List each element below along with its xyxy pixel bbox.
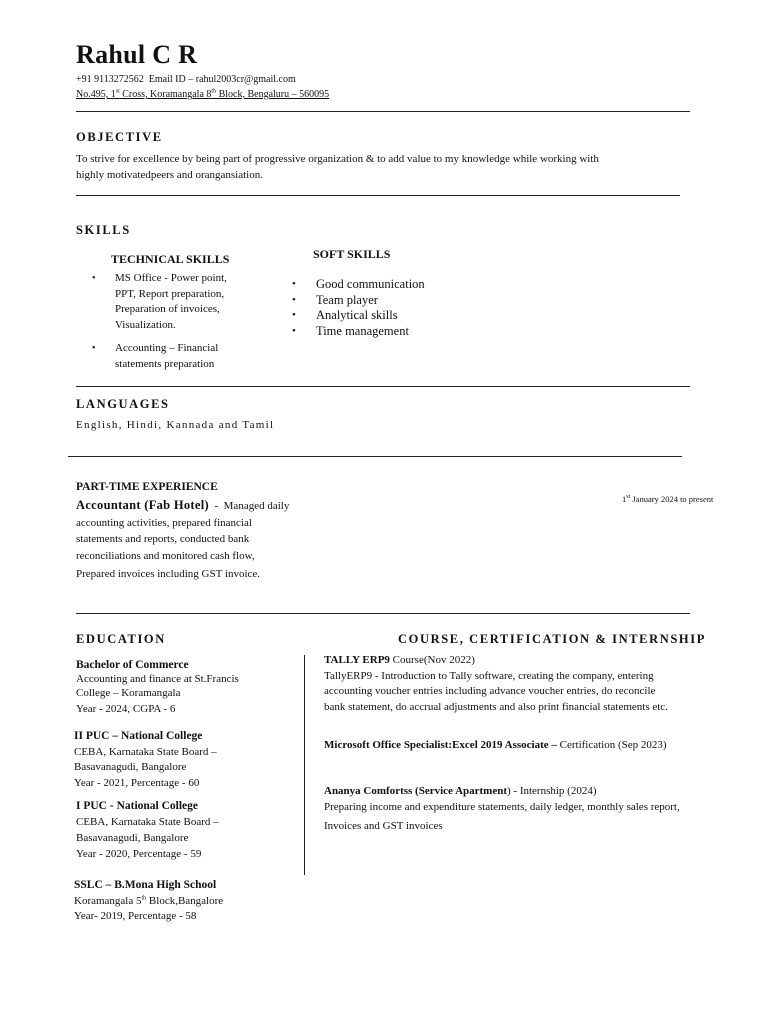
course-line: Preparing income and expenditure statements, daily ledger, monthly sales report, [324, 800, 680, 813]
email-label: Email ID – [148, 74, 194, 85]
languages-text: English, Hindi, Kannada and Tamil [76, 419, 275, 431]
list-item: • Team player [292, 293, 492, 309]
education-line-part: Block,Bangalore [146, 894, 224, 907]
course-suffix: Course(Nov 2022) [389, 654, 475, 666]
column-divider [304, 655, 305, 875]
education-item [74, 729, 294, 791]
divider [76, 195, 680, 196]
languages-heading: LANGUAGES [76, 397, 170, 411]
education-title: II PUC – National College [74, 730, 203, 742]
course-title-line [324, 784, 754, 800]
course-item [324, 738, 744, 754]
contact-block [76, 72, 329, 102]
phone: +91 9113272562 [76, 74, 144, 85]
technical-skills-list [92, 271, 282, 380]
address-part: Cross, Koramangala 8 [119, 89, 212, 100]
skill-line: Visualization. [115, 318, 176, 331]
date-sup: st [626, 494, 631, 501]
experience-line: reconciliations and monitored cash flow, [76, 549, 255, 562]
experience-date [622, 494, 713, 504]
experience-block [76, 497, 326, 583]
skill-line: statements preparation [115, 357, 215, 370]
skill-line: • MS Office - Power point, [115, 272, 227, 284]
divider [68, 456, 682, 457]
experience-heading: PART-TIME EXPERIENCE [76, 481, 218, 493]
experience-role: Accountant (Fab Hotel) [76, 498, 209, 512]
education-line-sup: th [141, 894, 147, 901]
education-line: Year - 2020, Percentage - 59 [76, 848, 202, 860]
address [76, 87, 329, 102]
education-heading: EDUCATION [76, 632, 166, 646]
education-line: Accounting and finance at St.Francis [76, 673, 239, 685]
education-title: Bachelor of Commerce [76, 659, 189, 671]
courses-heading: COURSE, CERTIFICATION & INTERNSHIP [398, 632, 706, 646]
soft-skills-heading: SOFT SKILLS [313, 247, 391, 261]
course-item [324, 653, 744, 715]
skill-line: PPT, Report preparation, [115, 287, 225, 300]
course-suffix: ) - Internship (2024) [507, 785, 597, 797]
address-sup: st [115, 88, 120, 95]
education-line [74, 894, 294, 910]
divider [76, 386, 690, 387]
course-title: Microsoft Office Specialist:Excel 2019 Associate – [324, 739, 557, 751]
skill-line: • Accounting – Financial [115, 342, 219, 354]
education-line: Basavanagudi, Bangalore [74, 761, 187, 773]
candidate-name: Rahul C R [76, 40, 198, 69]
experience-line: Prepared invoices including GST invoice. [76, 568, 261, 580]
date-part: 1 [622, 494, 627, 504]
objective-line: highly motivatedpeers and orangansiation. [76, 169, 263, 181]
education-title: I PUC - National College [76, 800, 199, 812]
education-line: College – Koramangala [76, 687, 181, 699]
education-line: CEBA, Karnataka State Board – [76, 816, 219, 828]
course-line: TallyERP9 - Introduction to Tally software, creating the company, entering [324, 669, 654, 682]
course-title: Ananya Comfortss (Service Apartment [324, 785, 507, 797]
address-sup: th [211, 88, 217, 95]
course-line: bank statement, do accrual adjustments and also print financial statements etc. [324, 700, 668, 713]
objective-line: To strive for excellence by being part of progressive organization & to add value to my knowledge while working with [76, 153, 599, 165]
list-item: • Time management [292, 324, 492, 340]
course-title: TALLY ERP9 [324, 654, 390, 666]
education-line: Year- 2019, Percentage - 58 [74, 910, 197, 922]
experience-line: Managed daily [223, 500, 290, 512]
education-item [76, 798, 296, 862]
date-part: January 2024 to present [630, 494, 714, 504]
education-line: CEBA, Karnataka State Board – [74, 745, 217, 758]
experience-line: statements and reports, conducted bank [76, 533, 250, 545]
experience-line: accounting activities, prepared financial [76, 516, 252, 529]
list-item [92, 341, 282, 372]
objective-heading: OBJECTIVE [76, 130, 163, 144]
course-line: accounting voucher entries including advance voucher entries, do reconcile [324, 685, 656, 697]
list-item [92, 271, 282, 333]
contact-line [76, 72, 329, 87]
objective-text [76, 151, 696, 183]
soft-skills-list [292, 277, 492, 339]
education-item [74, 878, 294, 925]
divider [76, 613, 690, 614]
skill-line: Preparation of invoices, [115, 303, 220, 315]
list-item: • Good communication [292, 277, 492, 293]
education-line: Basavanagudi, Bangalore [76, 832, 189, 844]
education-line: Year - 2021, Percentage - 60 [74, 776, 200, 789]
list-item: • Analytical skills [292, 308, 492, 324]
experience-separator: - [208, 500, 224, 512]
education-item [76, 658, 296, 716]
technical-skills-heading: TECHNICAL SKILLS [111, 252, 230, 266]
course-item [324, 784, 754, 835]
education-line-part: Koramangala 5 [74, 894, 142, 907]
address-part: No.495, 1 [76, 89, 116, 100]
course-suffix: Certification (Sep 2023) [556, 739, 667, 751]
skills-heading: SKILLS [76, 223, 131, 237]
divider [76, 111, 690, 112]
education-title: SSLC – B.Mona High School [74, 879, 217, 891]
education-line: Year - 2024, CGPA - 6 [76, 703, 176, 715]
email: rahul2003cr@gmail.com [195, 74, 296, 85]
address-part: Block, Bengaluru – 560095 [216, 89, 330, 100]
course-title-line [324, 653, 744, 669]
course-line: Invoices and GST invoices [324, 820, 443, 832]
experience-first-line [76, 497, 326, 515]
